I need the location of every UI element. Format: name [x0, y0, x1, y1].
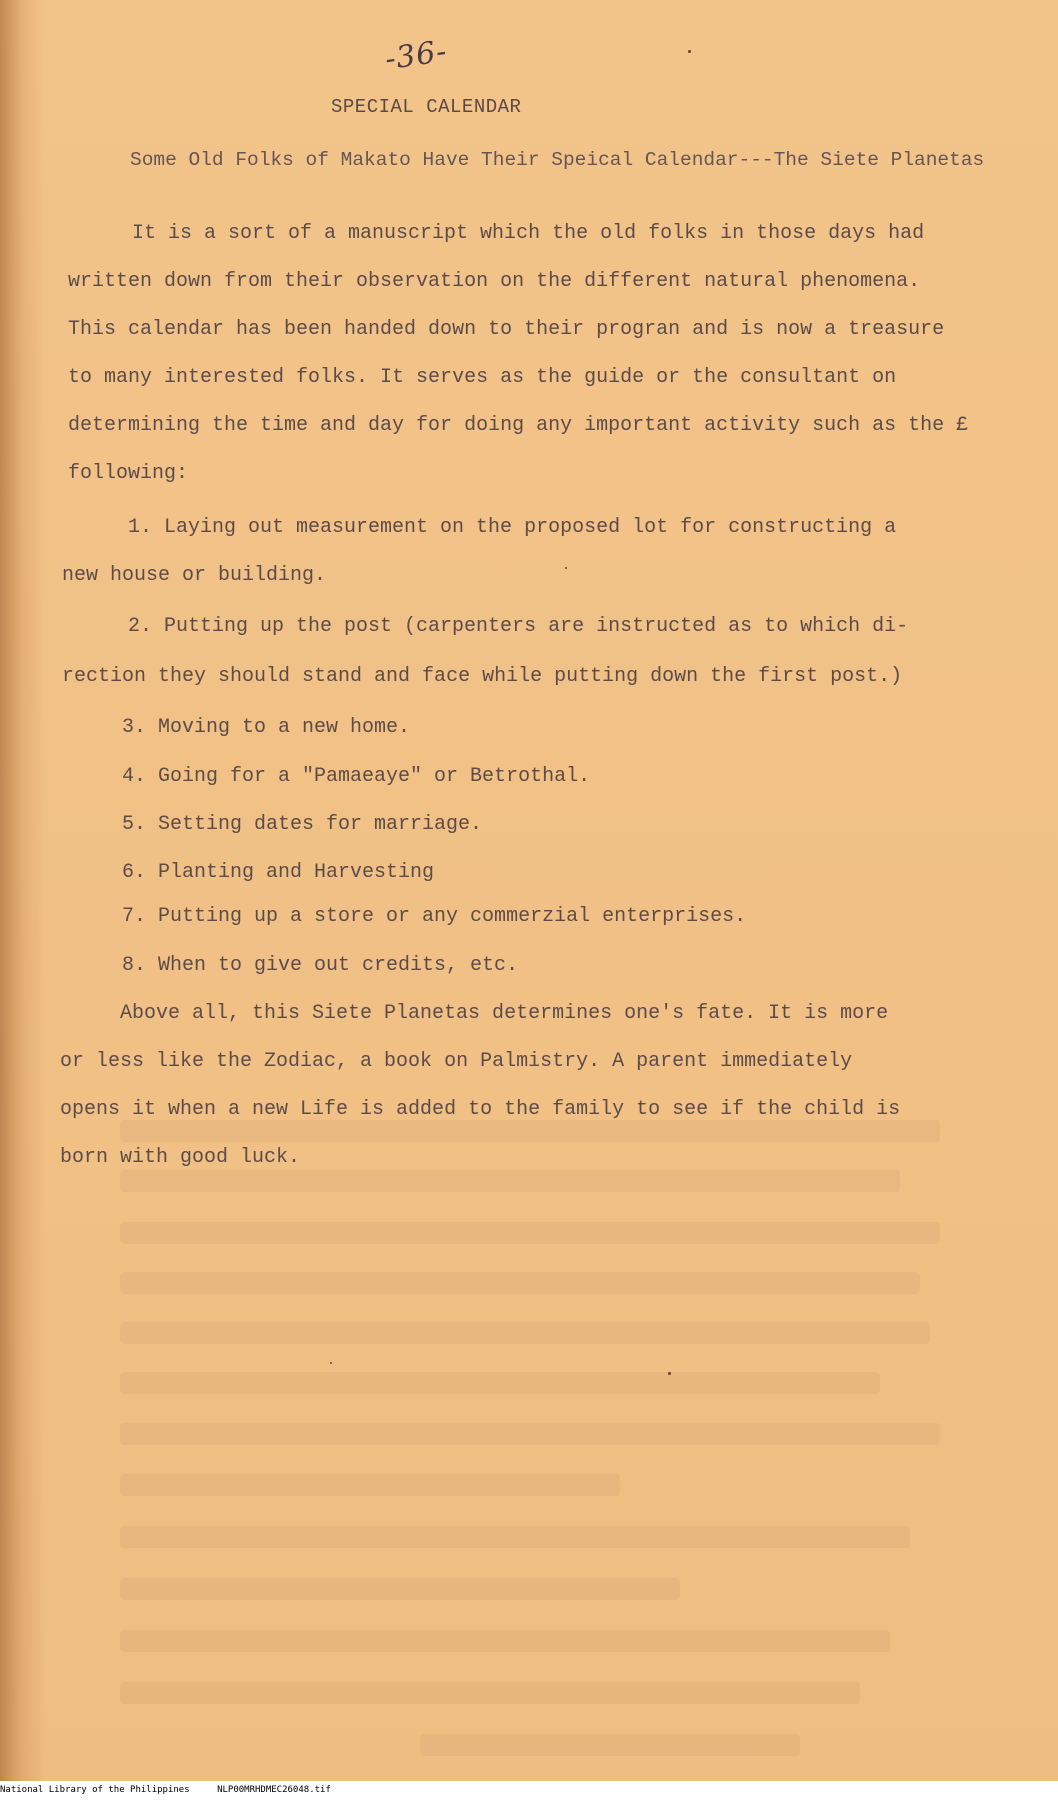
paper-speck: [688, 50, 691, 53]
list-item: 5. Setting dates for marriage.: [122, 813, 483, 836]
paper-speck: [565, 567, 567, 569]
scan-filename: NLP00MRHDMEC26048.tif: [217, 1785, 331, 1795]
closing-line: born with good luck.: [60, 1146, 301, 1169]
list-item: 1. Laying out measurement on the proposed lot for constructing a: [128, 516, 897, 539]
closing-line: Above all, this Siete Planetas determines one's fate. It is more: [120, 1002, 889, 1025]
list-item-continuation: new house or building.: [62, 564, 327, 587]
list-item: 8. When to give out credits, etc.: [122, 954, 519, 977]
bleed-through-line: [120, 1372, 880, 1394]
intro-line: determining the time and day for doing any important activity such as the £: [68, 414, 969, 437]
page-number: -36-: [382, 33, 450, 78]
library-credit: National Library of the Philippines: [0, 1785, 190, 1795]
bleed-through-line: [120, 1682, 860, 1704]
bleed-through-line: [120, 1170, 900, 1192]
closing-line: or less like the Zodiac, a book on Palmistry. A parent immediately: [60, 1050, 853, 1073]
bleed-through-line: [120, 1578, 680, 1600]
bleed-through-line: [120, 1423, 940, 1445]
bleed-through-line: [120, 1222, 940, 1244]
bleed-through-line: [420, 1734, 800, 1756]
bleed-through-line: [120, 1630, 890, 1652]
bleed-through-line: [120, 1272, 920, 1294]
subtitle: Some Old Folks of Makato Have Their Speical Calendar---The Siete Planetas: [130, 149, 985, 171]
bleed-through-line: [120, 1322, 930, 1344]
scan-footer: [0, 1781, 1058, 1800]
page-title: SPECIAL CALENDAR: [331, 96, 522, 118]
intro-line: to many interested folks. It serves as the guide or the consultant on: [68, 366, 897, 389]
intro-line: following:: [68, 462, 189, 485]
bleed-through-line: [120, 1474, 620, 1496]
paper-speck: [668, 1372, 671, 1375]
list-item: 2. Putting up the post (carpenters are instructed as to which di-: [128, 615, 909, 638]
bleed-through-line: [120, 1120, 940, 1142]
bleed-through-line: [120, 1526, 910, 1548]
paper-speck: [330, 1362, 332, 1364]
intro-line: This calendar has been handed down to their progran and is now a treasure: [68, 318, 945, 341]
intro-line: written down from their observation on the different natural phenomena.: [68, 270, 921, 293]
list-item: 6. Planting and Harvesting: [122, 861, 435, 884]
list-item-continuation: rection they should stand and face while putting down the first post.): [62, 665, 903, 688]
list-item: 4. Going for a "Pamaeaye" or Betrothal.: [122, 765, 591, 788]
list-item: 7. Putting up a store or any commerzial enterprises.: [122, 905, 747, 928]
list-item: 3. Moving to a new home.: [122, 716, 411, 739]
intro-line: It is a sort of a manuscript which the old folks in those days had: [132, 222, 925, 245]
closing-line: opens it when a new Life is added to the family to see if the child is: [60, 1098, 901, 1121]
